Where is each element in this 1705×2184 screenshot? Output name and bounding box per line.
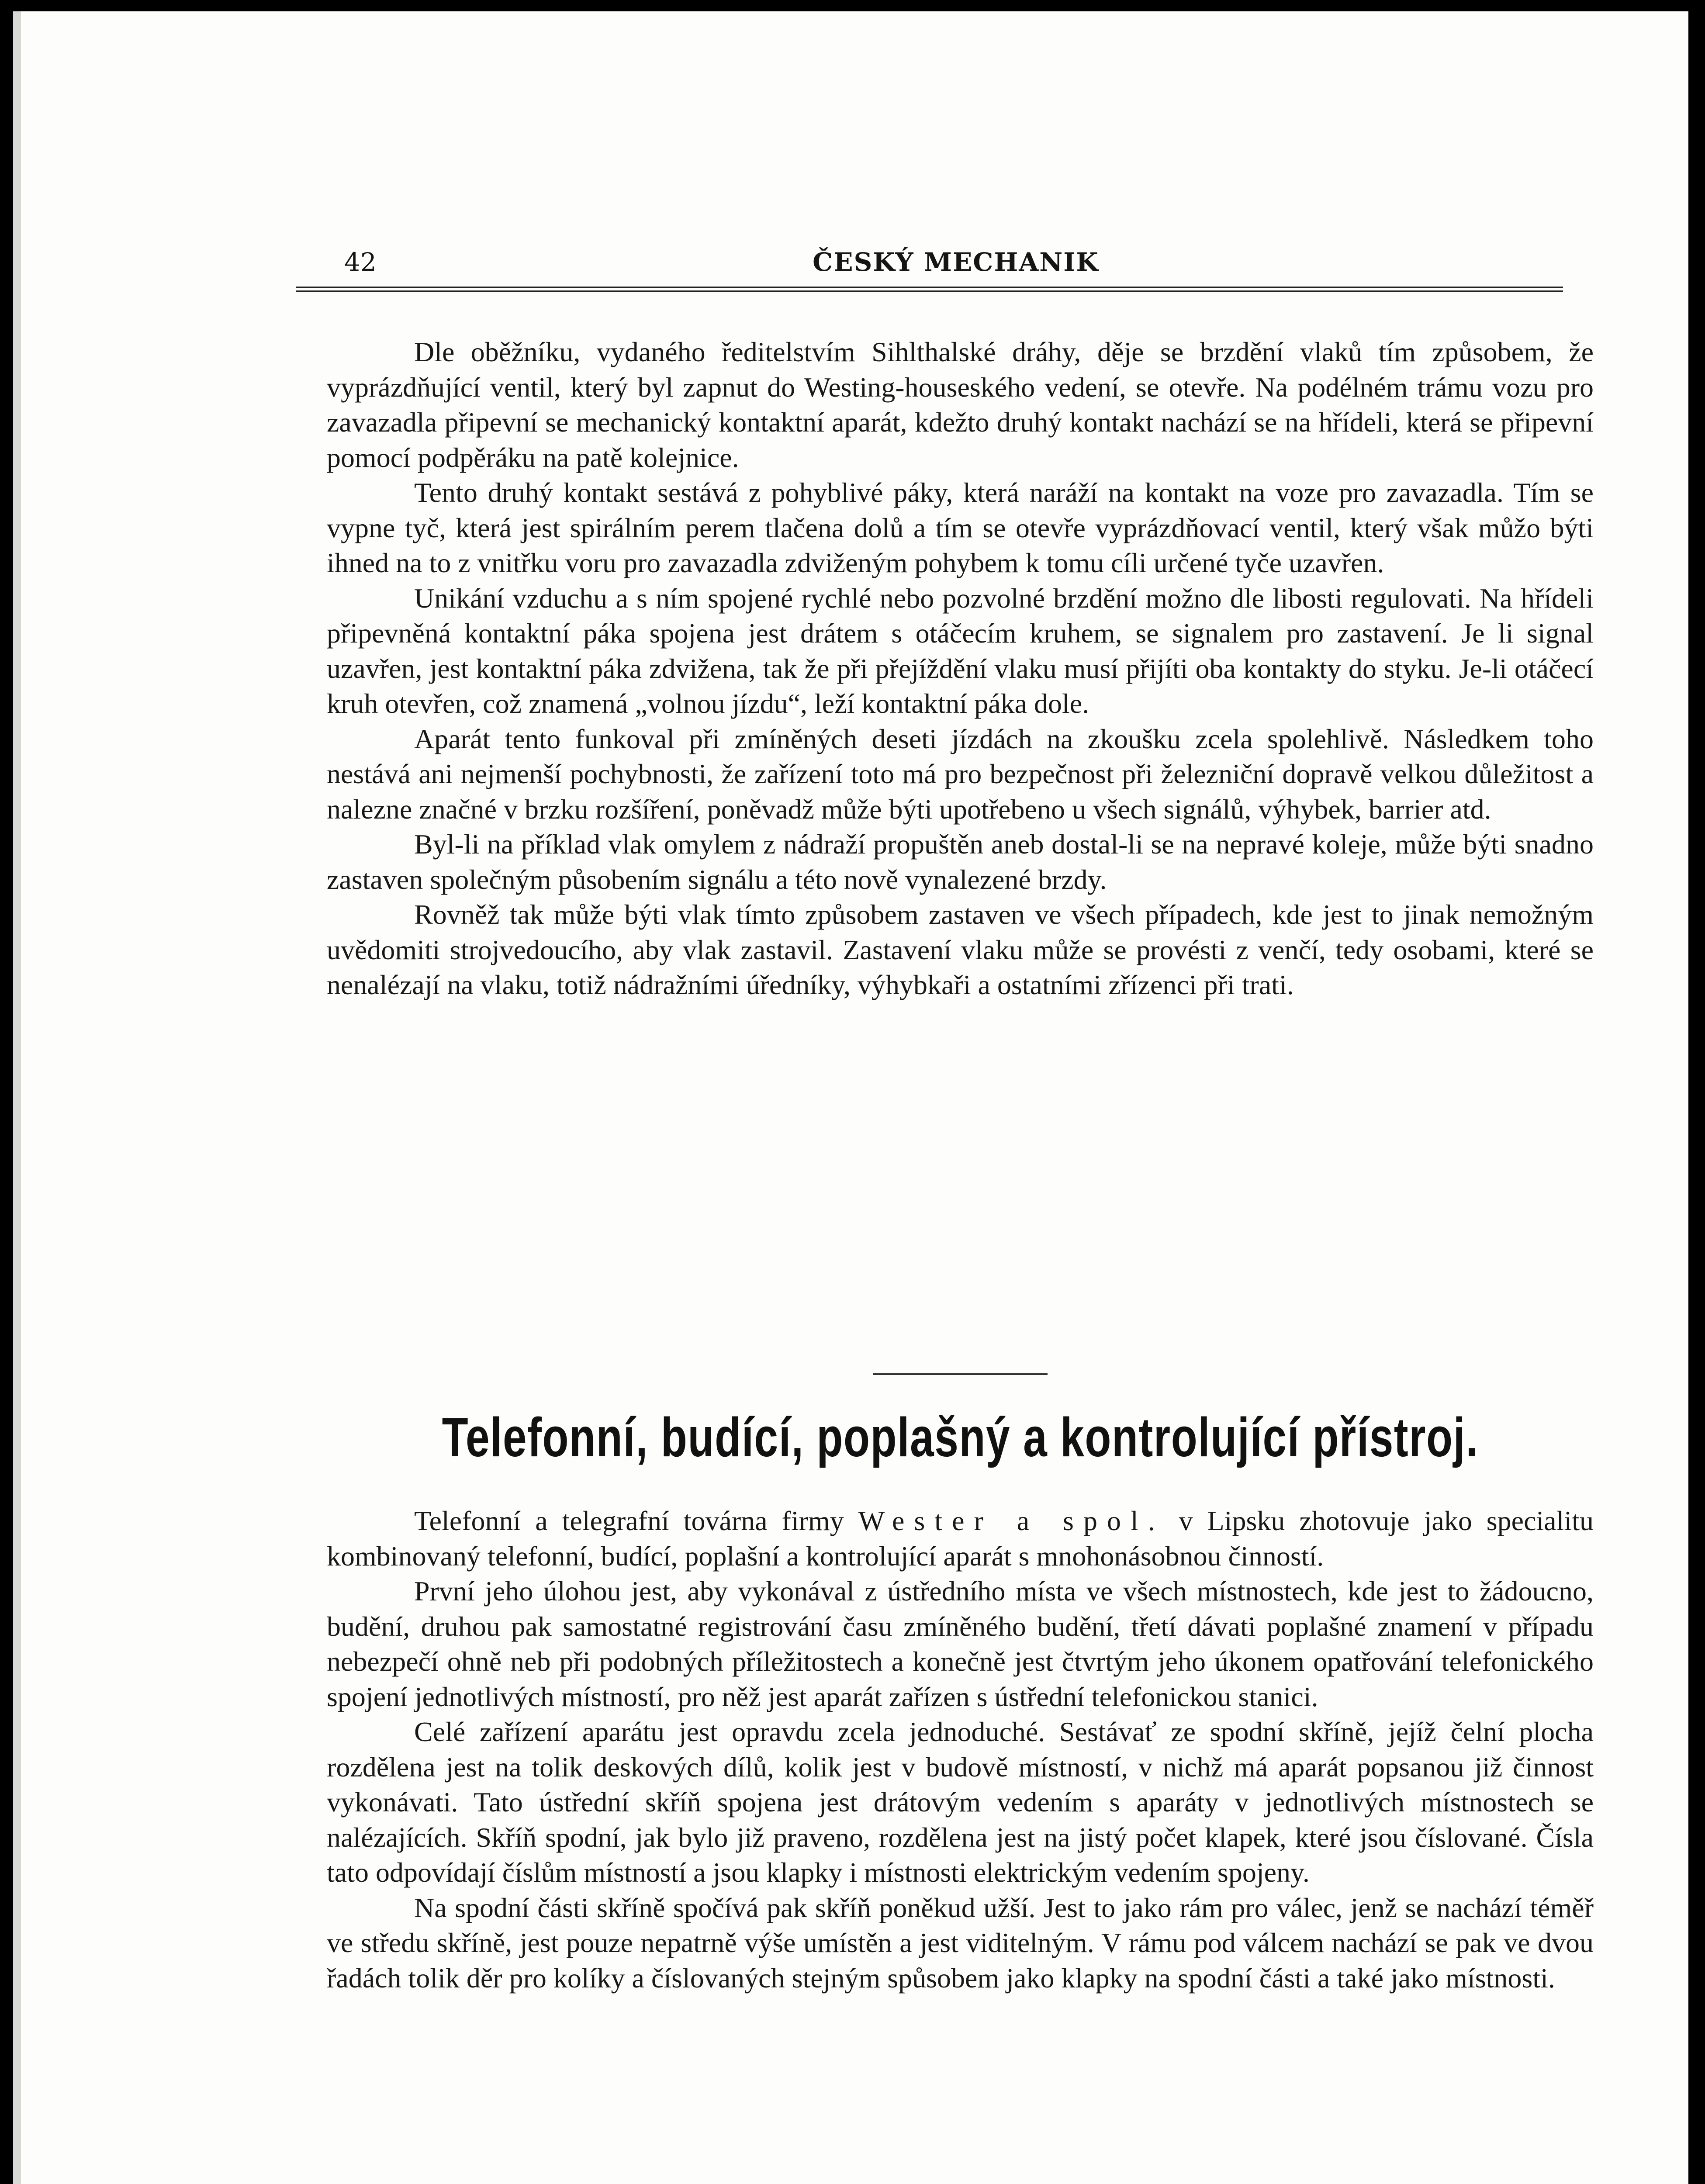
header-double-rule (296, 287, 1563, 292)
page-number: 42 (344, 247, 377, 277)
book-page (13, 11, 1688, 2184)
paragraph: Unikání vzduchu a s ním spojené rychlé nebo pozvolné brzdění možno dle libosti regulovati. Na hřídeli připevněná kontaktní páka spojena jest drátem s otáčecím kruhem, se signalem pro zastavení. Je li signal uzavřen, jest kontaktní páka zdvižena, tak že při přejíždění vlaku musí přijíti oba kontakty do styku. Je-li otáčecí kruh otevřen, což znamená „volnou jízdu“, leží kontaktní páka dole. (327, 582, 1594, 719)
company-name: Wester a spol. (858, 1505, 1165, 1536)
intro-text-before: Telefonní a telegrafní továrna firmy (414, 1505, 858, 1536)
paragraph: Rovněž tak může býti vlak tímto způsobem zastaven ve všech případech, kde jest to jinak nemožným uvědomiti strojvedoucího, aby vlak zastavil. Zastavení vlaku může se provésti z venčí, tedy osobami, které se nenalézají na vlaku, totiž nádražními úředníky, výhybkaři a ostatními zřízenci při trati. (327, 899, 1594, 1000)
paragraph: První jeho úlohou jest, aby vykonával z ústředního místa ve všech místnostech, kde jest to žádoucno, budění, druhou pak samostatné registrování času zmíněného budění, třetí dávati poplašné znamení v případu nebezpečí ohně neb při podobných příležitostech a konečně jest čtvrtým jeho úkonem opatřování telefonického spojení jednotlivých místností, pro něž jest aparát zařízen s ústřední telefonickou stanici. (327, 1576, 1594, 1712)
article-brake-signal (327, 335, 1594, 1003)
section-heading: Telefonní, budící, poplašný a kontrolující přístroj. (442, 1406, 1479, 1468)
paragraph: Aparát tento funkoval při zmíněných deseti jízdách na zkoušku zcela spolehlivě. Následkem toho nestává ani nejmenší pochybnosti, že zařízení toto má pro bezpečnost při železniční dopravě velkou důležitost a nalezne značné v brzku rozšíření, poněvadž může býti upotřebeno u všech signálů, výhybek, barrier atd. (327, 723, 1594, 825)
section-separator (873, 1373, 1048, 1375)
paragraph: Dle oběžníku, vydaného ředitelstvím Sihlthalské dráhy, děje se brzdění vlaků tím způsobem, že vyprázdňující ventil, který byl zapnut do Westing-houseského vedení, se otevře. Na podélném trámu vozu pro zavazadla připevní se mechanický kontaktní aparát, kdežto druhý kontakt nachází se na hřídeli, která se připevní pomocí podpěráku na patě kolejnice. (327, 336, 1594, 473)
paragraph: Celé zařízení aparátu jest opravdu zcela jednoduché. Sestávať ze spodní skříně, jejíž čelní plocha rozdělena jest na tolik deskových dílů, kolik jest v budově místností, v nichž má aparát popsanou již činnost vykonávati. Tato ústřední skříň spojena jest drátovým vedením s aparáty v jednotlivých místnostech se nalézajících. Skříň spodní, jak bylo již praveno, rozdělena jest na jistý počet klapek, které jsou číslované. Čísla tato odpovídají číslům místností a jsou klapky i místnosti elektrickým vedením spojeny. (327, 1716, 1594, 1888)
paragraph: Byl-li na příklad vlak omylem z nádraží propuštěn aneb dostal-li se na nepravé koleje, může býti snadno zastaven společným působením signálu a této nově vynalezené brzdy. (327, 829, 1594, 895)
paragraph: Tento druhý kontakt sestává z pohyblivé páky, která naráží na kontakt na voze pro zavazadla. Tím se vypne tyč, která jest spirálním perem tlačena dolů a tím se otevře vyprázdňovací ventil, který však můžo býti ihned na to z vnitřku voru pro zavazadla zdviženým pohybem k tomu cíli určené tyče uzavřen. (327, 477, 1594, 578)
page-header (344, 247, 1567, 282)
intro-paragraph (327, 1503, 1594, 1574)
paragraph: Na spodní části skříně spočívá pak skříň poněkud užší. Jest to jako rám pro válec, jenž se nachází téměř ve středu skříně, jest pouze nepatrně výše umístěn a jest viditelným. V rámu pod válcem nachází se pak ve dvou řadách tolik děr pro kolíky a číslovaných stejným spůsobem jako klapky na spodní části a také jako místnosti. (327, 1892, 1594, 1994)
article-telephone-device (327, 1503, 1594, 1996)
running-title: ČESKÝ MECHANIK (813, 247, 1099, 277)
intro-text-after: v Lipsku zhotovuje jako specialitu kombinovaný telefonní, budící, poplašní a kontrolující aparát s mnohonásobnou činností. (327, 1505, 1594, 1572)
